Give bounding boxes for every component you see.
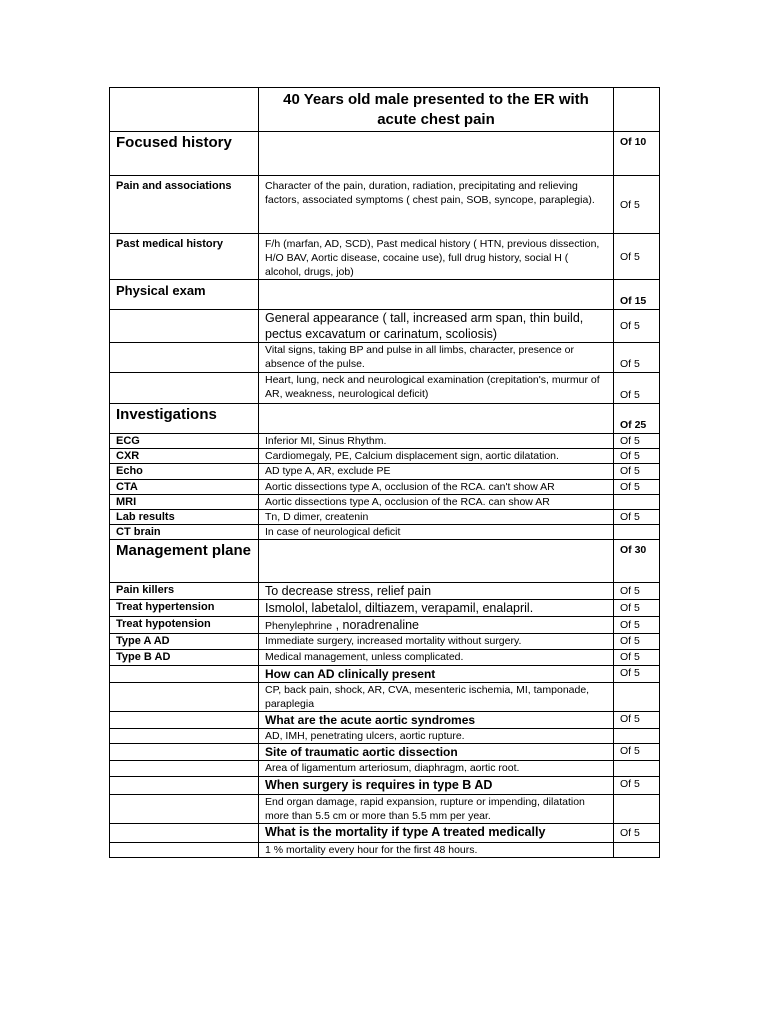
table-row <box>110 480 660 495</box>
row-content <box>259 132 614 176</box>
row-label <box>110 683 259 712</box>
row-score: Of 5 <box>614 824 660 843</box>
row-label <box>110 761 259 777</box>
row-score: Of 5 <box>614 343 660 373</box>
table-row <box>110 666 660 683</box>
row-label: Lab results <box>110 510 259 525</box>
row-score <box>614 683 660 712</box>
row-content: Tn, D dimer, createnin <box>259 510 614 525</box>
content-part-b: , noradrenaline <box>332 617 420 632</box>
row-content: Character of the pain, duration, radiation, precipitating and relieving factors, associated symptoms ( chest pain, SOB, syncope, paraplegia). <box>259 176 614 234</box>
row-label: MRI <box>110 495 259 510</box>
row-label <box>110 843 259 858</box>
table-row <box>110 373 660 404</box>
assessment-table <box>109 87 660 858</box>
table-row <box>110 712 660 729</box>
row-label <box>110 729 259 744</box>
row-label: Treat hypertension <box>110 600 259 617</box>
row-label: Type A AD <box>110 634 259 650</box>
row-score: Of 5 <box>614 617 660 634</box>
section-label: Investigations <box>110 404 259 434</box>
question-text: How can AD clinically present <box>259 666 614 683</box>
answer-text: 1 % mortality every hour for the first 48 hours. <box>259 843 614 858</box>
row-label <box>110 666 259 683</box>
table-row <box>110 777 660 795</box>
table-row <box>110 744 660 761</box>
row-score: Of 5 <box>614 583 660 600</box>
table-row <box>110 634 660 650</box>
section-label: Focused history <box>110 132 259 176</box>
row-score: Of 5 <box>614 449 660 464</box>
row-content: Immediate surgery, increased mortality without surgery. <box>259 634 614 650</box>
question-text: What is the mortality if type A treated medically <box>259 824 614 843</box>
row-label: Past medical history <box>110 234 259 280</box>
content-part-a: Phenylephrine <box>265 619 333 632</box>
row-label <box>110 824 259 843</box>
table-row <box>110 310 660 343</box>
table-row <box>110 234 660 280</box>
answer-text: End organ damage, rapid expansion, rupture or impending, dilatation more than 5.5 cm or more than 5.5 mm per year. <box>259 795 614 824</box>
table-row <box>110 729 660 744</box>
row-content: Inferior MI, Sinus Rhythm. <box>259 434 614 449</box>
table-row <box>110 510 660 525</box>
row-label: CXR <box>110 449 259 464</box>
row-score: Of 5 <box>614 650 660 666</box>
table-row <box>110 795 660 824</box>
table-row <box>110 843 660 858</box>
question-text: Site of traumatic aortic dissection <box>259 744 614 761</box>
header-empty-score <box>614 88 660 132</box>
row-content <box>259 280 614 310</box>
header-empty-cell <box>110 88 259 132</box>
row-score: Of 5 <box>614 434 660 449</box>
section-label: Management plane <box>110 540 259 583</box>
row-content: Ismolol, labetalol, diltiazem, verapamil, enalapril. <box>259 600 614 617</box>
row-content: Medical management, unless complicated. <box>259 650 614 666</box>
row-score: Of 5 <box>614 464 660 480</box>
row-score: Of 5 <box>614 373 660 404</box>
row-content: Aortic dissections type A, occlusion of the RCA. can show AR <box>259 495 614 510</box>
row-score <box>614 729 660 744</box>
row-score <box>614 495 660 510</box>
row-label <box>110 777 259 795</box>
row-content: AD type A, AR, exclude PE <box>259 464 614 480</box>
row-content: F/h (marfan, AD, SCD), Past medical history ( HTN, previous dissection, H/O BAV, Aortic disease, cocaine use), full drug history, social H ( alcohol, drugs, job) <box>259 234 614 280</box>
section-row <box>110 540 660 583</box>
section-row <box>110 404 660 434</box>
row-content <box>259 617 614 634</box>
row-score <box>614 761 660 777</box>
row-content: Vital signs, taking BP and pulse in all limbs, character, presence or absence of the pulse. <box>259 343 614 373</box>
row-score: Of 5 <box>614 744 660 761</box>
answer-text: CP, back pain, shock, AR, CVA, mesenteric ischemia, MI, tamponade, paraplegia <box>259 683 614 712</box>
row-label: CTA <box>110 480 259 495</box>
section-score: Of 15 <box>614 280 660 310</box>
row-label: Pain and associations <box>110 176 259 234</box>
page-title: 40 Years old male presented to the ER with acute chest pain <box>259 88 614 132</box>
row-score: Of 5 <box>614 234 660 280</box>
section-row <box>110 132 660 176</box>
row-content: Aortic dissections type A, occlusion of the RCA. can't show AR <box>259 480 614 495</box>
row-content <box>259 540 614 583</box>
table-row <box>110 449 660 464</box>
row-score <box>614 525 660 540</box>
row-label <box>110 712 259 729</box>
question-text: When surgery is requires in type B AD <box>259 777 614 795</box>
row-score: Of 5 <box>614 666 660 683</box>
row-content: Heart, lung, neck and neurological examination (crepitation's, murmur of AR, weakness, neurological deficit) <box>259 373 614 404</box>
table-row <box>110 600 660 617</box>
row-label: CT brain <box>110 525 259 540</box>
table-row <box>110 761 660 777</box>
table-row <box>110 824 660 843</box>
table-row <box>110 525 660 540</box>
table-row <box>110 583 660 600</box>
row-label: Treat hypotension <box>110 617 259 634</box>
row-score <box>614 843 660 858</box>
row-label: Type B AD <box>110 650 259 666</box>
row-content: General appearance ( tall, increased arm span, thin build, pectus excavatum or carinatum, scoliosis) <box>259 310 614 343</box>
table-row <box>110 495 660 510</box>
row-content: In case of neurological deficit <box>259 525 614 540</box>
row-content: Cardiomegaly, PE, Calcium displacement sign, aortic dilatation. <box>259 449 614 464</box>
section-score: Of 30 <box>614 540 660 583</box>
section-score: Of 10 <box>614 132 660 176</box>
table-row <box>110 464 660 480</box>
table-row <box>110 176 660 234</box>
table-row <box>110 434 660 449</box>
table-row <box>110 650 660 666</box>
row-score: Of 5 <box>614 712 660 729</box>
section-row <box>110 280 660 310</box>
row-score <box>614 795 660 824</box>
answer-text: AD, IMH, penetrating ulcers, aortic rupture. <box>259 729 614 744</box>
row-label: Echo <box>110 464 259 480</box>
row-label <box>110 343 259 373</box>
row-label: Pain killers <box>110 583 259 600</box>
question-text: What are the acute aortic syndromes <box>259 712 614 729</box>
row-label <box>110 744 259 761</box>
row-label: ECG <box>110 434 259 449</box>
row-label <box>110 310 259 343</box>
table-row <box>110 617 660 634</box>
table-row <box>110 88 660 132</box>
section-score: Of 25 <box>614 404 660 434</box>
row-score: Of 5 <box>614 634 660 650</box>
row-content: To decrease stress, relief pain <box>259 583 614 600</box>
row-label <box>110 795 259 824</box>
row-score: Of 5 <box>614 777 660 795</box>
table-row <box>110 343 660 373</box>
row-score: Of 5 <box>614 176 660 234</box>
row-score: Of 5 <box>614 310 660 343</box>
answer-text: Area of ligamentum arteriosum, diaphragm, aortic root. <box>259 761 614 777</box>
row-score: Of 5 <box>614 480 660 495</box>
row-score: Of 5 <box>614 600 660 617</box>
row-label <box>110 373 259 404</box>
row-score: Of 5 <box>614 510 660 525</box>
section-label: Physical exam <box>110 280 259 310</box>
row-content <box>259 404 614 434</box>
table-row <box>110 683 660 712</box>
